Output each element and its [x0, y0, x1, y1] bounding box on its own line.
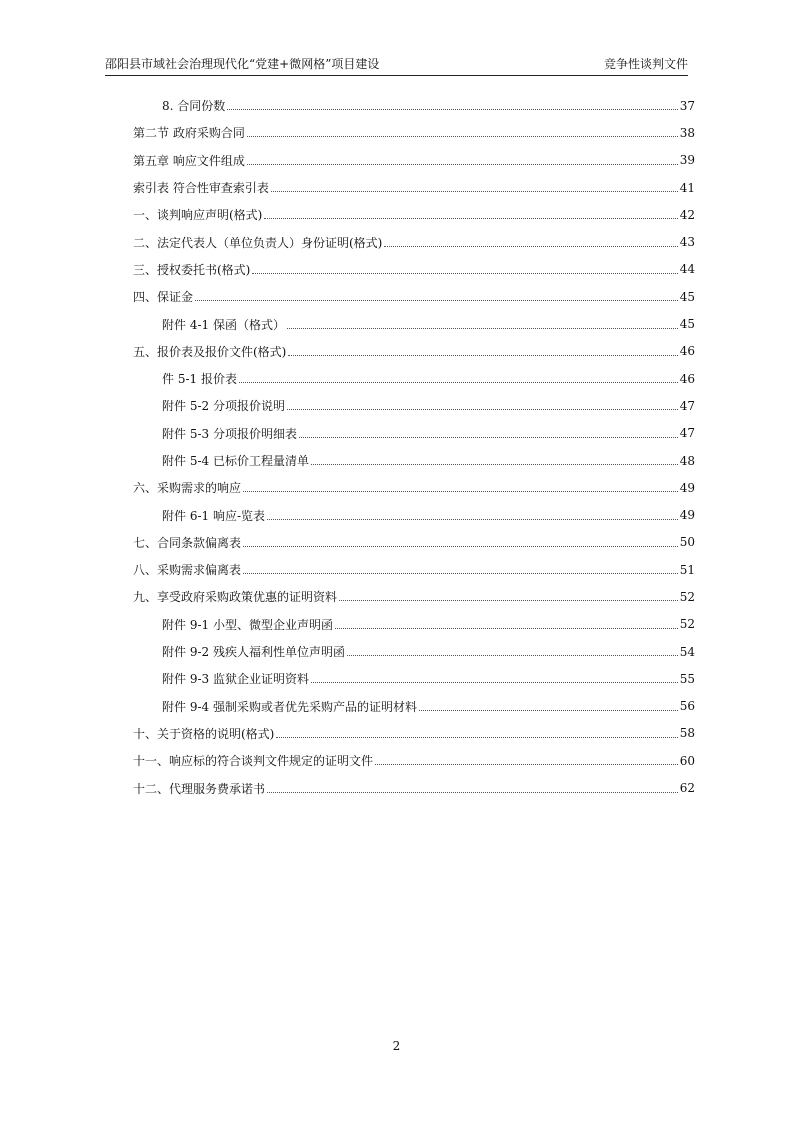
header-document-type: 竞争性谈判文件 — [603, 57, 688, 71]
toc-entry[interactable] — [133, 638, 695, 665]
toc-entry-title: 附件 5-2 分项报价说明 — [162, 399, 285, 414]
toc-entry-page: 41 — [679, 180, 695, 195]
toc-entry-page: 56 — [679, 699, 695, 714]
toc-entry-page: 38 — [679, 125, 695, 140]
toc-entry-title: 附件 5-4 已标价工程量清单 — [162, 454, 309, 468]
toc-dot-leader — [288, 355, 677, 356]
toc-entry-page: 47 — [679, 426, 695, 441]
toc-dot-leader — [287, 328, 678, 329]
toc-entry[interactable] — [133, 365, 695, 392]
toc-entry-page: 48 — [679, 453, 695, 468]
toc-entry[interactable] — [133, 119, 695, 146]
toc-entry-title: 附件 5-3 分项报价明细表 — [162, 426, 297, 441]
toc-entry-title: 索引表 符合性审查索引表 — [133, 181, 269, 196]
header-project-title: 邵阳县市域社会治理现代化“党建+微网格”项目建设 — [105, 57, 380, 71]
toc-entry-title: 一、谈判响应声明(格式) — [133, 208, 263, 223]
toc-dot-leader — [375, 764, 678, 765]
toc-entry[interactable] — [133, 693, 695, 720]
toc-entry[interactable] — [133, 474, 695, 501]
toc-entry[interactable] — [133, 665, 695, 692]
toc-entry-page: 42 — [679, 207, 695, 222]
toc-dot-leader — [311, 464, 678, 465]
toc-entry-title: 第二节 政府采购合同 — [133, 126, 245, 141]
toc-entry[interactable] — [133, 529, 695, 556]
toc-entry-page: 47 — [679, 398, 695, 413]
toc-entry[interactable] — [133, 392, 695, 419]
toc-entry-page: 45 — [679, 317, 695, 332]
toc-entry-title: 附件 4-1 保函（格式） — [162, 317, 285, 332]
toc-entry[interactable] — [133, 256, 695, 283]
toc-entry[interactable] — [133, 774, 695, 801]
toc-entry-title: 附件 9-3 监狱企业证明资料 — [162, 672, 309, 687]
toc-entry-title: 十、关于资格的说明(格式) — [133, 726, 275, 741]
toc-entry[interactable] — [133, 611, 695, 638]
toc-dot-leader — [311, 682, 678, 683]
toc-entry-title: 九、享受政府采购政策优惠的证明资料 — [133, 590, 338, 605]
toc-entry-title: 附件 9-1 小型、微型企业声明函 — [162, 617, 333, 632]
toc-entry-page: 54 — [679, 644, 695, 659]
toc-entry-title: 附件 6-1 响应-览表 — [162, 508, 266, 523]
toc-entry-title: 十一、响应标的符合谈判文件规定的证明文件 — [133, 754, 374, 769]
toc-dot-leader — [347, 655, 678, 656]
toc-dot-leader — [384, 246, 677, 247]
toc-entry-page: 52 — [679, 589, 695, 604]
toc-entry-page: 50 — [679, 535, 695, 550]
toc-entry-page: 52 — [679, 617, 695, 632]
toc-entry-page: 43 — [679, 235, 695, 250]
toc-dot-leader — [195, 300, 678, 301]
toc-entry[interactable] — [133, 283, 695, 310]
toc-dot-leader — [247, 136, 678, 137]
toc-dot-leader — [267, 519, 678, 520]
toc-entry-title: 附件 9-4 强制采购或者优先采购产品的证明材料 — [162, 699, 417, 714]
toc-entry-page: 58 — [679, 726, 695, 741]
toc-dot-leader — [287, 409, 678, 410]
toc-dot-leader — [227, 109, 677, 110]
toc-entry[interactable] — [133, 720, 695, 747]
toc-entry-title: 四、保证金 — [133, 290, 194, 305]
toc-entry-title: 8. 合同份数 — [162, 99, 226, 114]
toc-dot-leader — [243, 573, 678, 574]
toc-entry-page: 60 — [679, 753, 695, 768]
toc-entry[interactable] — [133, 228, 695, 255]
toc-entry-title: 六、采购需求的响应 — [133, 481, 242, 496]
toc-dot-leader — [276, 737, 677, 738]
toc-entry-page: 51 — [679, 562, 695, 577]
toc-dot-leader — [299, 437, 678, 438]
toc-entry-page: 37 — [679, 98, 695, 113]
toc-dot-leader — [252, 273, 677, 274]
toc-entry-title: 十二、代理服务费承诺书 — [133, 781, 266, 796]
toc-entry-page: 49 — [679, 508, 695, 523]
toc-dot-leader — [264, 218, 677, 219]
toc-entry-page: 55 — [679, 671, 695, 686]
toc-entry[interactable] — [133, 92, 695, 119]
toc-dot-leader — [271, 191, 678, 192]
toc-dot-leader — [243, 546, 678, 547]
toc-dot-leader — [243, 491, 678, 492]
page-number: 2 — [392, 1039, 401, 1053]
toc-dot-leader — [339, 600, 678, 601]
toc-dot-leader — [247, 164, 678, 165]
toc-dot-leader — [267, 792, 678, 793]
toc-dot-leader — [419, 710, 678, 711]
toc-entry-title: 七、合同条款偏离表 — [133, 535, 242, 550]
toc-entry[interactable] — [133, 747, 695, 774]
toc-entry-title: 二、法定代表人（单位负责人）身份证明(格式) — [133, 235, 383, 250]
toc-entry-page: 44 — [679, 262, 695, 277]
toc-entry-page: 46 — [679, 371, 695, 386]
toc-entry-page: 49 — [679, 480, 695, 495]
toc-entry-page: 39 — [679, 153, 695, 168]
toc-entry-title: 第五章 响应文件组成 — [133, 153, 245, 168]
toc-entry[interactable] — [133, 174, 695, 201]
toc-dot-leader — [239, 382, 678, 383]
page-header — [105, 55, 688, 76]
toc-entry-title: 三、授权委托书(格式) — [133, 262, 251, 277]
toc-entry[interactable] — [133, 338, 695, 365]
toc-entry-title: 件 5-1 报价表 — [162, 372, 237, 387]
toc-entry[interactable] — [133, 201, 695, 228]
toc-entry[interactable] — [133, 147, 695, 174]
toc-entry-title: 五、报价表及报价文件(格式) — [133, 344, 287, 359]
toc-entry-page: 45 — [679, 289, 695, 304]
toc-entry[interactable] — [133, 556, 695, 583]
toc-entry[interactable] — [133, 501, 695, 528]
toc-entry-title: 八、采购需求偏离表 — [133, 563, 242, 578]
toc-entry[interactable] — [133, 447, 695, 474]
toc-entry-title: 附件 9-2 残疾人福利性单位声明函 — [162, 645, 345, 660]
toc-dot-leader — [335, 628, 678, 629]
toc-entry[interactable] — [133, 583, 695, 610]
toc-entry-page: 46 — [679, 344, 695, 359]
toc-entry[interactable] — [133, 310, 695, 337]
toc-entry-page: 62 — [679, 781, 695, 796]
toc-entry[interactable] — [133, 420, 695, 447]
table-of-contents — [133, 92, 695, 802]
